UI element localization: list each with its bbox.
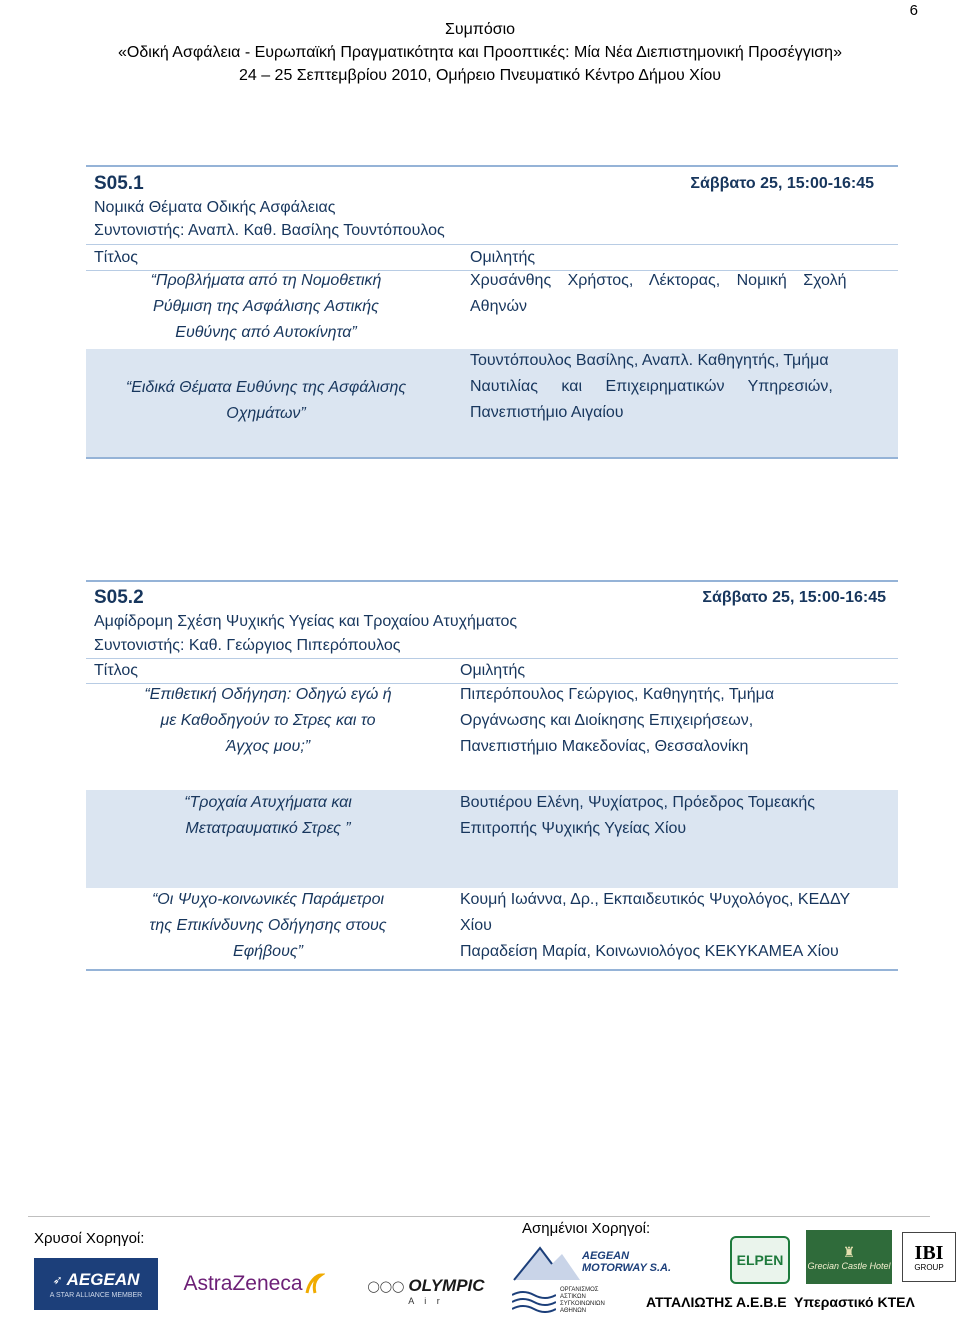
speaker-line: Χίου <box>460 917 492 934</box>
speaker-line: Κουμή Ιωάννα, Δρ., Εκπαιδευτικός Ψυχολόγος, ΚΕΔΔΥ <box>460 891 851 908</box>
talk-speaker <box>460 887 896 965</box>
aegean-logo-text: AEGEAN <box>66 1269 140 1289</box>
ibi-group-logo <box>902 1232 956 1282</box>
grecian-castle-logo <box>806 1230 892 1284</box>
grecian-castle-icon: ♜ <box>842 1243 856 1260</box>
session-top-rule <box>86 165 898 167</box>
speaker-line: Τουντόπουλος Βασίλης, Αναπλ. Καθηγητής, Τμήμα <box>470 352 829 369</box>
title-line: Μετατραυματικό Στρες ” <box>185 820 351 837</box>
title-line: Άγχος μου;” <box>225 738 311 755</box>
title-line: Ευθύνης από Αυτοκίνητα” <box>175 324 357 341</box>
col-title-header: Τίτλος <box>94 249 139 266</box>
session-bottom-rule <box>86 457 898 459</box>
astrazeneca-logo-text: AstraZeneca <box>183 1272 303 1295</box>
talk-speaker <box>460 790 890 842</box>
speaker-line: Πιπερόπουλος Γεώργιος, Καθηγητής, Τμήμα <box>460 686 775 703</box>
elpen-logo <box>730 1236 790 1284</box>
speaker-line: Οργάνωσης και Διοίκησης Επιχειρήσεων, <box>460 712 754 729</box>
speaker-line: Βουτιέρου Ελένη, Ψυχίατρος, Πρόεδρος Τομεακής <box>460 794 815 811</box>
document-header <box>0 18 960 87</box>
ibi-logo-subtitle: GROUP <box>914 1262 944 1272</box>
olympic-logo-text: OLYMPIC <box>408 1276 485 1295</box>
talk-title <box>94 682 442 760</box>
oasa-logo <box>512 1286 642 1316</box>
aegean-motorway-logo <box>512 1240 688 1284</box>
session-coordinator: Συντονιστής: Αναπλ. Καθ. Βασίλης Τουντόπουλος <box>94 222 445 239</box>
title-line: “Τροχαία Ατυχήματα και <box>184 794 352 811</box>
speaker-line: Παραδείση Μαρία, Κοινωνιολόγος ΚΕΚΥΚΑΜΕΑ Χίου <box>460 943 839 960</box>
session-s05-2 <box>86 580 898 975</box>
speaker-line: Πανεπιστήμιο Αιγαίου <box>470 404 624 421</box>
title-line: Ρύθμιση της Ασφάλισης Αστικής <box>153 298 379 315</box>
header-line-3: 24 – 25 Σεπτεμβρίου 2010, Ομήρειο Πνευματικό Κέντρο Δήμου Χίου <box>238 67 722 84</box>
ktel-sponsor: Υπεραστικό ΚΤΕΛ <box>794 1294 915 1310</box>
silver-sponsors-label: Ασημένιοι Χορηγοί: <box>522 1220 651 1237</box>
aegean-motorway-logo-text: AEGEAN MOTORWAY S.A. <box>582 1250 672 1274</box>
grecian-castle-logo-text: Grecian Castle Hotel <box>807 1260 891 1271</box>
title-line: “Προβλήματα από τη Νομοθετική <box>150 272 382 289</box>
sponsors-footer <box>0 1210 960 1320</box>
aegean-logo <box>34 1258 158 1310</box>
attaliotis-sponsor: ΑΤΤΑΛΙΩΤΗΣ Α.Ε.Β.Ε <box>646 1294 787 1310</box>
astrazeneca-swirl-icon <box>303 1271 325 1297</box>
session-coordinator: Συντονιστής: Καθ. Γεώργιος Πιπερόπουλος <box>94 637 401 654</box>
aegean-logo-subtitle: A STAR ALLIANCE MEMBER <box>49 1291 143 1299</box>
oasa-logo-text: ΟΡΓΑΝΙΣΜΟΣ ΑΣΤΙΚΩΝ ΣΥΓΚΟΙΝΩΝΙΩΝ ΑΘΗΝΩΝ <box>560 1287 605 1314</box>
title-line: “Επιθετική Οδήγηση: Οδηγώ εγώ ή <box>144 686 392 703</box>
talk-speaker <box>470 268 890 320</box>
gold-sponsors-label: Χρυσοί Χορηγοί: <box>34 1230 145 1247</box>
speaker-line: Αθηνών <box>470 298 527 315</box>
speaker-line: Χρυσάνθης Χρήστος, Λέκτορας, Νομική Σχολή <box>470 272 847 289</box>
session-code: S05.1 <box>94 173 144 194</box>
title-line: “Οι Ψυχο-κοινωνικές Παράμετροι <box>151 891 385 908</box>
talk-title <box>94 268 438 346</box>
col-title-header: Τίτλος <box>94 662 139 679</box>
astrazeneca-logo <box>176 1266 332 1302</box>
session-date: Σάββατο 25, 15:00-16:45 <box>690 175 874 192</box>
page-number: 6 <box>909 2 918 19</box>
title-line: Εφήβους” <box>233 943 303 960</box>
speaker-line: Πανεπιστήμιο Μακεδονίας, Θεσσαλονίκη <box>460 738 749 755</box>
aegean-bird-icon: ➶ <box>52 1272 63 1287</box>
olympic-logo <box>356 1272 496 1310</box>
header-line-1: Συμπόσιο <box>444 21 516 38</box>
title-line: της Επικίνδυνης Οδήγησης στους <box>149 917 387 934</box>
olympic-logo-subtitle: A i r <box>408 1296 444 1306</box>
title-line: με Καθοδηγούν το Στρες και το <box>160 712 376 729</box>
session-top-rule <box>86 580 898 582</box>
talk-title <box>94 790 442 842</box>
col-speaker-header: Ομιλητής <box>470 249 536 266</box>
motorway-mountain-icon <box>512 1242 582 1282</box>
talk-speaker <box>460 682 890 760</box>
oasa-wave-icon <box>512 1289 556 1313</box>
talk-speaker <box>470 348 890 426</box>
session-bottom-rule <box>86 969 898 971</box>
session-code: S05.2 <box>94 587 144 608</box>
speaker-line: Ναυτιλίας και Επιχειρηματικών Υπηρεσιών, <box>470 378 833 395</box>
title-line: “Ειδικά Θέματα Ευθύνης της Ασφάλισης <box>125 379 407 396</box>
col-speaker-header: Ομιλητής <box>460 662 526 679</box>
title-line: Οχημάτων” <box>226 405 306 422</box>
elpen-logo-text: ELPEN <box>736 1252 784 1268</box>
footer-separator <box>28 1216 930 1217</box>
session-topic: Νομικά Θέματα Οδικής Ασφάλειας <box>94 199 336 216</box>
header-line-2: «Οδική Ασφάλεια - Ευρωπαϊκή Πραγματικότητα και Προοπτικές: Μία Νέα Διεπιστημονική Προσέγγιση» <box>118 44 842 61</box>
speaker-line: Επιτροπής Ψυχικής Υγείας Χίου <box>460 820 687 837</box>
session-date: Σάββατο 25, 15:00-16:45 <box>702 589 886 606</box>
session-s05-1 <box>86 165 898 460</box>
ibi-logo-text: IBI <box>914 1241 944 1264</box>
session-topic: Αμφίδρομη Σχέση Ψυχικής Υγείας και Τροχαίου Ατυχήματος <box>94 613 518 630</box>
talk-title <box>94 375 438 427</box>
olympic-rings-icon: ◯◯◯ <box>367 1280 405 1293</box>
talk-title <box>94 887 442 965</box>
